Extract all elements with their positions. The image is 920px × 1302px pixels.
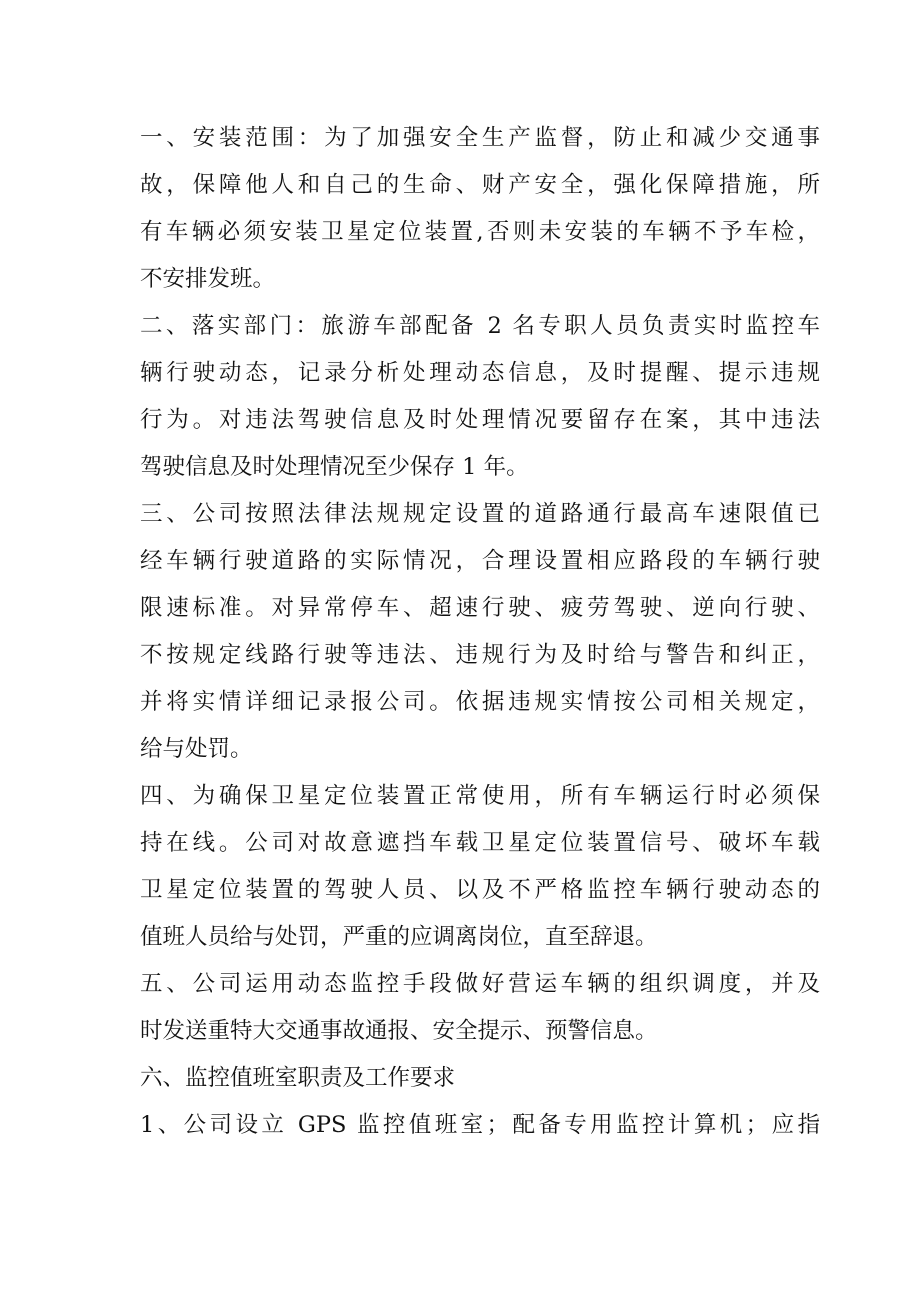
text-line: 辆行驶动态，记录分析处理动态信息，及时提醒、提示违规 <box>140 360 820 386</box>
text-line: 时发送重特大交通事故通报、安全提示、预警信息。 <box>140 1018 658 1044</box>
text-line: 三、公司按照法律法规规定设置的道路通行最高车速限值已 <box>140 501 820 527</box>
text-line: 并将实情详细记录报公司。依据违规实情按公司相关规定， <box>140 689 820 715</box>
text-line: 四、为确保卫星定位装置正常使用，所有车辆运行时必须保 <box>140 783 820 809</box>
text-line: 持在线。公司对故意遮挡车载卫星定位装置信号、破坏车载 <box>140 830 820 856</box>
text-line: 经车辆行驶道路的实际情况，合理设置相应路段的车辆行驶 <box>140 548 820 574</box>
text-line: 驾驶信息及时处理情况至少保存 1 年。 <box>140 454 529 480</box>
text-line: 一、安装范围：为了加强安全生产监督，防止和减少交通事 <box>140 125 820 151</box>
text-line: 故，保障他人和自己的生命、财产安全，强化保障措施，所 <box>140 172 820 198</box>
text-line: 卫星定位装置的驾驶人员、以及不严格监控车辆行驶动态的 <box>140 877 820 903</box>
text-line: 值班人员给与处罚，严重的应调离岗位，直至辞退。 <box>140 924 658 950</box>
text-line: 行为。对违法驾驶信息及时处理情况要留存在案，其中违法 <box>140 407 820 433</box>
text-line: 二、落实部门：旅游车部配备 2 名专职人员负责实时监控车 <box>140 313 820 339</box>
text-line: 不按规定线路行驶等违法、违规行为及时给与警告和纠正， <box>140 642 820 668</box>
text-line: 1、公司设立 GPS 监控值班室；配备专用监控计算机；应指 <box>140 1112 820 1138</box>
text-line: 有车辆必须安装卫星定位装置,否则未安装的车辆不予车检， <box>140 219 820 245</box>
text-line: 不安排发班。 <box>140 266 276 292</box>
section-heading: 六、监控值班室职责及工作要求 <box>140 1065 456 1091</box>
text-line: 限速标准。对异常停车、超速行驶、疲劳驾驶、逆向行驶、 <box>140 595 820 621</box>
text-line: 五、公司运用动态监控手段做好营运车辆的组织调度，并及 <box>140 971 820 997</box>
text-line: 给与处罚。 <box>140 736 253 762</box>
